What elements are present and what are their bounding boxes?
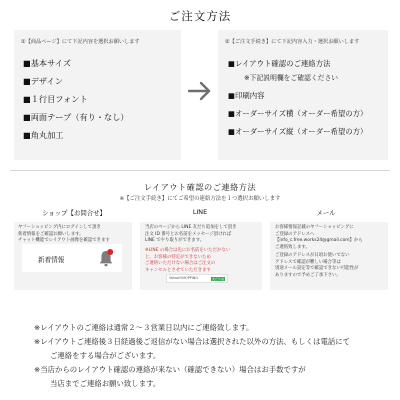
line-text: LINE でやり取りができます。	[145, 238, 205, 244]
mail-text: 別途メール設定等で確認できない可能性が	[275, 266, 359, 272]
note-line: ※レイアウトご連絡後３日経過後ご返信がない場合は選択された以外の方法、もしくは電話にて	[34, 337, 351, 346]
bell-icon	[98, 248, 114, 268]
mail-text: ありますので予めご了承下さい。	[275, 272, 341, 278]
line-text: 注文 ID 番号とお名前をメッセージ頂ければ	[145, 231, 232, 237]
step1-item: ■両面テープ（有り・なし）	[23, 112, 129, 122]
step1-panel	[14, 30, 181, 160]
contact-title: レイアウト確認のご連絡方法	[143, 182, 257, 192]
line-add-label: 友だち追加	[212, 277, 225, 285]
mail-text: ご登録のアドレスへ	[275, 231, 315, 237]
news-button[interactable]	[22, 244, 122, 272]
step2-item: ■オーダーサイズ縦（オーダー希望の方）	[228, 127, 368, 136]
line-text: 当店のページから LINE 友だち追加をして頂き	[145, 225, 237, 230]
section-divider	[10, 170, 390, 171]
step2-panel	[218, 30, 388, 160]
arrow-right-icon	[187, 78, 213, 104]
mail-address: 【info_c.free.works24@gmail.com】から	[275, 238, 363, 244]
step1-item: ■角丸加工	[23, 130, 64, 140]
page-title: ご注文方法	[168, 9, 232, 23]
mail-text: お客様情報記載のヤフーショッピングに	[275, 225, 354, 230]
mail-box	[270, 222, 388, 290]
line-warning: キャンセルとさせていただきます	[145, 267, 211, 273]
line-add-button[interactable]	[211, 277, 225, 285]
step2-item: ■オーダーサイズ横（オーダー希望の方）	[228, 109, 368, 118]
line-warning: ご連絡いただけない場合はご注文の	[145, 261, 216, 267]
note-line: 当店までご連絡お願い致します。	[50, 379, 161, 388]
line-heading: LINE	[192, 208, 208, 216]
line-warning: と、お客様の特定ができないため	[145, 254, 211, 260]
note-line: ※レイアウトのご連絡は通常２～３営業日以内にご連絡致します。	[34, 323, 254, 332]
news-label: 新着情報	[38, 256, 65, 264]
step2-item: ■レイアウト確認のご連絡方法	[228, 59, 331, 68]
note-line: ※当店からのレイアウト確認の連絡が来ない（確認できない）場合はお手数ですが	[34, 365, 306, 374]
contact-subtitle: ※【ご注文手続き】にてご希望の連絡方法を１つ選択お願いします	[119, 196, 281, 202]
step2-item-note: ※下記説明欄をご確認ください	[244, 74, 339, 82]
step2-item: ■印刷内容	[228, 91, 265, 100]
step1-item: ■１行目フォント	[23, 94, 88, 104]
shop-heading: ショップ【お問合せ】	[42, 209, 106, 217]
shop-text: チャット機能でレイアウト画像を確認できます	[18, 238, 110, 244]
step1-item: ■基本サイズ	[23, 58, 72, 68]
note-line: ご連絡をする場合がございます。	[50, 351, 161, 360]
step2-header: ②【ご注文手続き】にて下記内容入力・選択お願いします	[225, 39, 360, 45]
mail-text: ご連絡致します。	[275, 244, 310, 250]
mail-text: ご登録のアドレスが日頃お使いでない	[275, 253, 350, 258]
mail-heading: メール	[316, 209, 336, 217]
line-add-friend-bar[interactable]	[166, 274, 228, 283]
line-warning: ※LINE の場合は先にお名前をいただかない	[145, 248, 231, 253]
step1-header: ①【商品ページ】にて下記内容を選択お願いします	[21, 39, 140, 45]
mail-text: アドレスで確認が難しい場合等は	[275, 259, 341, 265]
shop-text: 新着情報をご確認お願いします。	[18, 231, 84, 237]
step1-item: ■デザイン	[23, 76, 63, 86]
line-bar-text: Yahoo!SHOPPING	[169, 276, 198, 280]
shop-text: ヤフーショッピング内にログインして頂き	[18, 225, 101, 230]
